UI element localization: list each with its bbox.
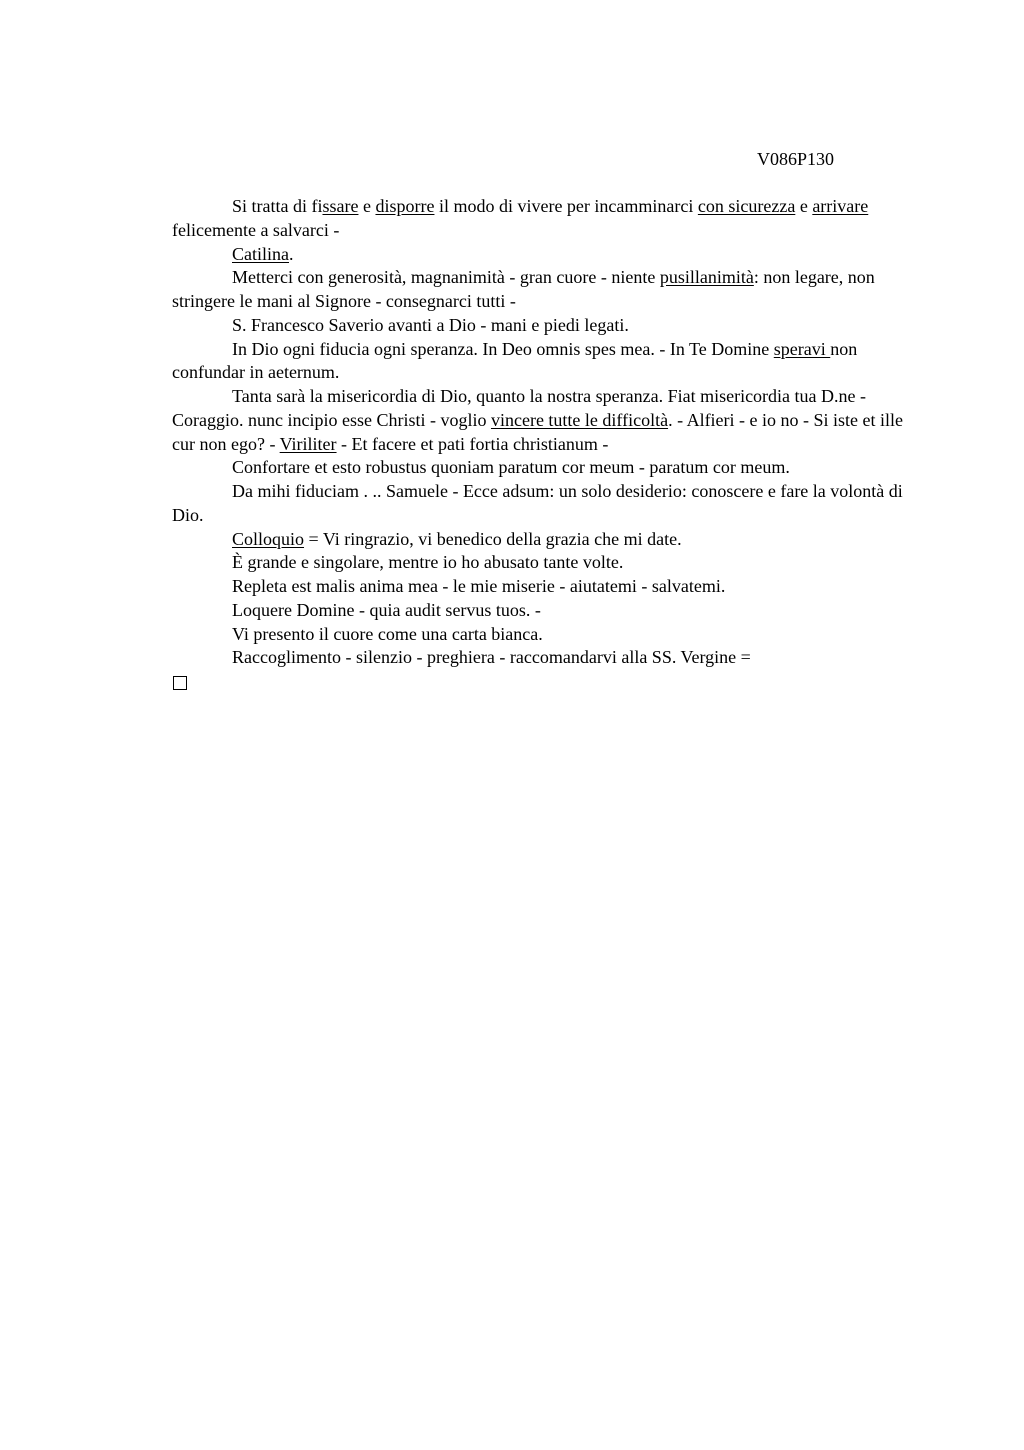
paragraph [172,528,928,552]
document-body [172,195,928,690]
paragraph [172,243,928,267]
text-run: il modo di vivere per incamminarci [434,196,698,216]
text-run: Si tratta di fi [232,196,323,216]
underlined-text: Viriliter [279,433,337,454]
paragraph [172,385,928,456]
text-run: S. Francesco Saverio avanti a Dio - mani e piedi legati. [232,314,629,335]
underlined-text: pusillanimità [659,267,754,288]
text-run: e [795,196,813,216]
text-run: Vi presento il cuore come una carta bianca. [232,623,543,644]
underlined-text: ssare [322,196,359,216]
text-run: - Et facere et pati fortia christianum - [336,433,609,454]
paragraph [172,314,928,338]
underlined-text: con sicurezza [697,196,796,216]
text-run: = Vi ringrazio, vi benedico della grazia che mi date. [304,528,682,549]
paragraph [172,266,928,314]
text-run: Da mihi fiduciam . .. Samuele - Ecce adsum: un solo desiderio: conoscere e fare la volontà di Dio. [172,481,903,525]
text-run: Tanta sarà la misericordia di Dio, quanto la nostra speranza. Fiat misericordia tua D.ne - Coraggio. nunc incipio esse Christi - voglio [172,386,867,430]
underlined-text: disporre [375,196,435,216]
text-run: È grande e singolare, mentre io ho abusato tante volte. [232,552,624,573]
page-code: V086P130 [757,149,835,169]
paragraph [172,480,928,528]
text-run: In Dio ogni fiducia ogni speranza. In Deo omnis spes mea. - In Te Domine [232,338,774,359]
text-run: non confundar in aeternum. [172,338,858,383]
text-run: Loquere Domine - quia audit servus tuos. - [232,599,541,620]
text-run: Confortare et esto robustus quoniam paratum cor meum - paratum cor meum. [232,457,790,478]
empty-checkbox-icon [173,676,187,690]
text-run: . - Alfieri - e io no - Si iste et ille cur non ego? - [172,409,904,454]
underlined-text: Colloquio [232,528,305,549]
underlined-text: speravi [773,338,831,359]
underlined-text: vincere tutte le difficoltà [490,409,669,430]
text-run: : non legare, non stringere le mani al Signore - consegnarci tutti - [172,267,875,311]
paragraph [172,338,928,386]
paragraph [172,623,928,647]
paragraph [172,575,928,599]
text-run: Repleta est malis anima mea - le mie miserie - aiutatemi - salvatemi. [232,576,726,596]
paragraph [172,551,928,575]
text-run: Metterci con generosità, magnanimità - gran cuore - niente [232,267,660,288]
paragraph [172,195,928,243]
paragraph [172,456,928,480]
text-run: Raccoglimento - silenzio - preghiera - raccomandarvi alla SS. Vergine = [232,647,751,668]
paragraph [172,646,928,670]
text-run: e [358,196,376,216]
underlined-text: arrivare [812,196,869,216]
paragraph [172,599,928,623]
text-run: . [289,243,294,264]
underlined-text: Catilina [232,243,289,264]
text-run: felicemente a salvarci - [172,219,340,240]
